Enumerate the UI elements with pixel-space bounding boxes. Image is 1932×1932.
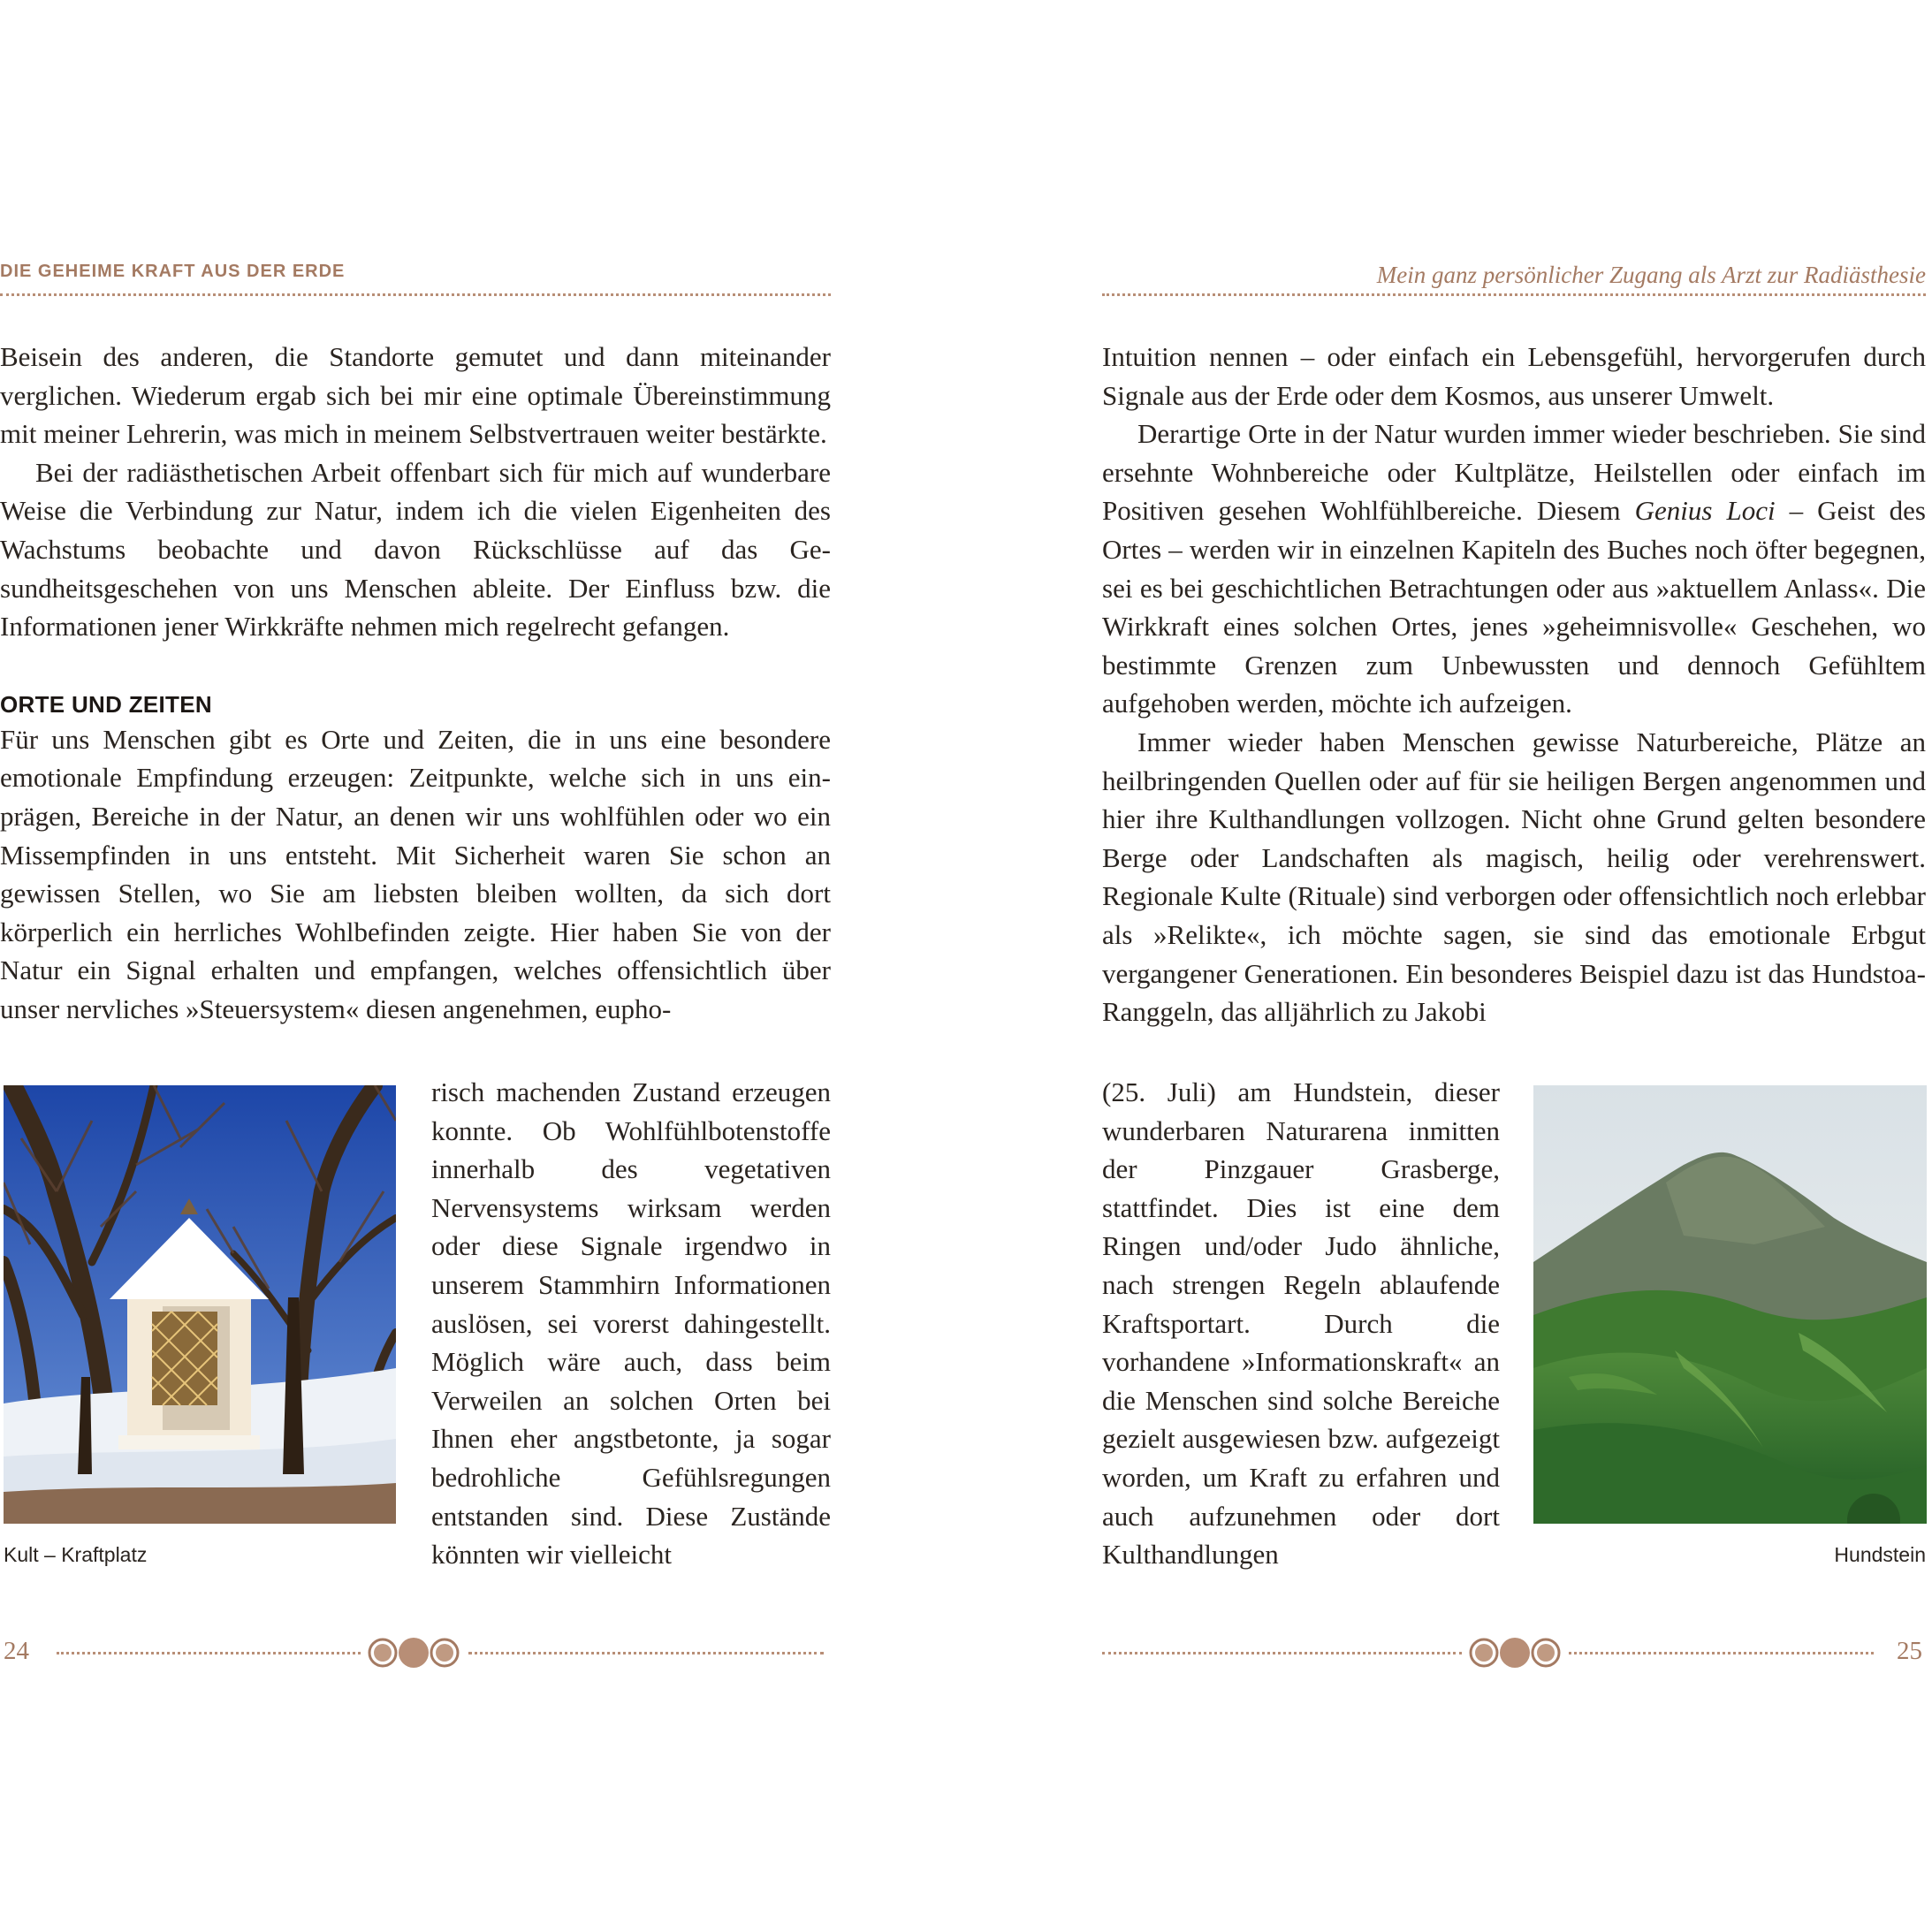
body-text-span: Derartige Orte in der Natur wurden immer wieder beschrieben. Sie sind ersehnte Wohnbereiche oder Kultplätze, Heilstellen oder einfach im Positiven gesehen Wohlfühlbereiche. Diesem — [1102, 418, 1926, 527]
left-page — [0, 0, 831, 1932]
body-paragraph: Immer wieder haben Menschen gewisse Naturbereiche, Plätze an heilbringenden Quellen oder auf für sie heiligen Bergen angenommen und hier ihre Kulthandlungen vollzogen. Nicht ohne Grund gelten besondere Berge oder Landschaften als magisch, heilig oder verehrenswert. Regionale Kulte (Rituale) sind verborgen oder offensichtlich noch erlebbar als »Relikte«, ich möchte sagen, sie sind das emotionale Erbgut vergangener Generationen. Ein besonderes Beispiel dazu ist das Hundstoa-Ranggeln, das alljährlich zu Jakobi — [1102, 726, 1926, 1028]
triple-circle-ornament-icon — [367, 1635, 460, 1670]
running-head-right: Mein ganz persönlicher Zugang als Arzt zur Radiästhesie — [1376, 262, 1926, 288]
running-head-rule-right — [1102, 293, 1926, 296]
shrine-photo — [4, 1085, 396, 1524]
photo-caption: Hundstein — [1834, 1543, 1926, 1566]
italic-term: Genius Loci — [1634, 495, 1776, 527]
body-paragraph: (25. Juli) am Hundstein, dieser wunderbaren Naturarena inmitten der Pinzgauer Grasberge, stattfindet. Dies ist eine dem Ringen und/oder Judo ähnliche, nach strengen Regeln ablaufende Kraftsportart. Durch die vorhandene »Informationskraft« an die Menschen sind solche Bereiche gezielt ausgewiesen bzw. aufgezeigt worden, um Kraft zu erfahren und auch aufzunehmen oder dort Kulthandlungen — [1102, 1076, 1500, 1571]
left-footer — [0, 1635, 831, 1670]
snowy-wayside-shrine-icon — [4, 1085, 396, 1524]
running-head-left: DIE GEHEIME KRAFT AUS DER ERDE — [0, 262, 346, 281]
right-float-text — [1102, 1073, 1500, 1574]
body-paragraph: Beisein des anderen, die Standorte gemutet und dann miteinander verglichen. Wiederum ergab sich bei mir eine optimale Übereinstimmung mit meiner Lehrerin, was mich in meinem Selbstvertrauen weiter bestärkte. — [0, 341, 831, 450]
footer-rule — [1569, 1652, 1874, 1654]
page-number: 24 — [4, 1637, 29, 1665]
right-footer — [1102, 1635, 1926, 1670]
triple-circle-ornament-icon — [1468, 1635, 1562, 1670]
left-float-text — [431, 1073, 831, 1574]
photo-caption: Kult – Kraftplatz — [4, 1543, 148, 1566]
body-paragraph: Bei der radiästhetischen Arbeit offenbart sich für mich auf wunderbare Weise die Verbindung zur Natur, indem ich die vielen Eigenheiten des Wachstums beobachte und davon Rückschlüsse auf das Gesundheitsgeschehen von uns Menschen ableite. Der Einfluss bzw. die Informationen jener Wirkkräfte nehmen mich regelrecht gefangen. — [0, 456, 831, 643]
right-page — [1102, 0, 1926, 1932]
footer-rule — [1102, 1652, 1462, 1654]
footer-rule — [57, 1652, 361, 1654]
right-body-text — [1102, 338, 1926, 1031]
page-number: 25 — [1897, 1637, 1922, 1665]
body-text-span: – Geist des Ortes – werden wir in einzelnen Kapiteln des Buches noch öfter begegnen, sei es bei geschichtlichen Betrachtungen oder aus »aktuellem Anlass«. Die Wirkkraft eines solchen Ortes, jenes »geheimnisvolle« Geschehen, wo bestimmte Grenzen zum Unbewussten und dennoch Gefühltem aufgehoben werden, möchte ich aufzeigen. — [1102, 495, 1926, 719]
footer-rule — [468, 1652, 824, 1654]
left-body-text — [0, 338, 831, 1029]
body-paragraph: risch machenden Zustand erzeugen konnte. Ob Wohlfühlbotenstoffe innerhalb des vegetativen Nervensystems wirksam werden oder diese Signale irgendwo in unserem Stammhirn Informationen auslösen, sei vorerst dahingestellt. Möglich wäre auch, dass beim Verweilen an solchen Orten bei Ihnen eher angstbetonte, ja sogar bedrohliche Gefühlsregungen entstanden sind. Diese Zustände könnten wir vielleicht — [431, 1076, 831, 1571]
body-paragraph — [1102, 415, 1926, 723]
section-heading: ORTE UND ZEITEN — [0, 690, 212, 718]
mountain-photo — [1533, 1085, 1927, 1524]
body-paragraph: Intuition nennen – oder einfach ein Lebensgefühl, hervorgerufen durch Signale aus der Erde oder dem Kosmos, aus unserer Umwelt. — [1102, 341, 1926, 411]
running-head-rule-left — [0, 293, 831, 296]
body-paragraph: Für uns Menschen gibt es Orte und Zeiten, die in uns eine besondere emotionale Empfindung erzeugen: Zeitpunkte, welche sich in uns einprägen, Bereiche in der Natur, an denen wir uns wohlfühlen oder wo ein Missempfinden in uns entsteht. Mit Sicherheit waren Sie schon an gewissen Stellen, wo Sie am liebsten bleiben wollten, da sich dort körperlich ein herrliches Wohlbefinden zeigte. Hier haben Sie von der Natur ein Signal erhalten und empfangen, welches offensichtlich über unser nervliches »Steuersystem« diesen angenehmen, eupho- — [0, 723, 831, 1024]
green-mountain-landscape-icon — [1533, 1085, 1927, 1524]
